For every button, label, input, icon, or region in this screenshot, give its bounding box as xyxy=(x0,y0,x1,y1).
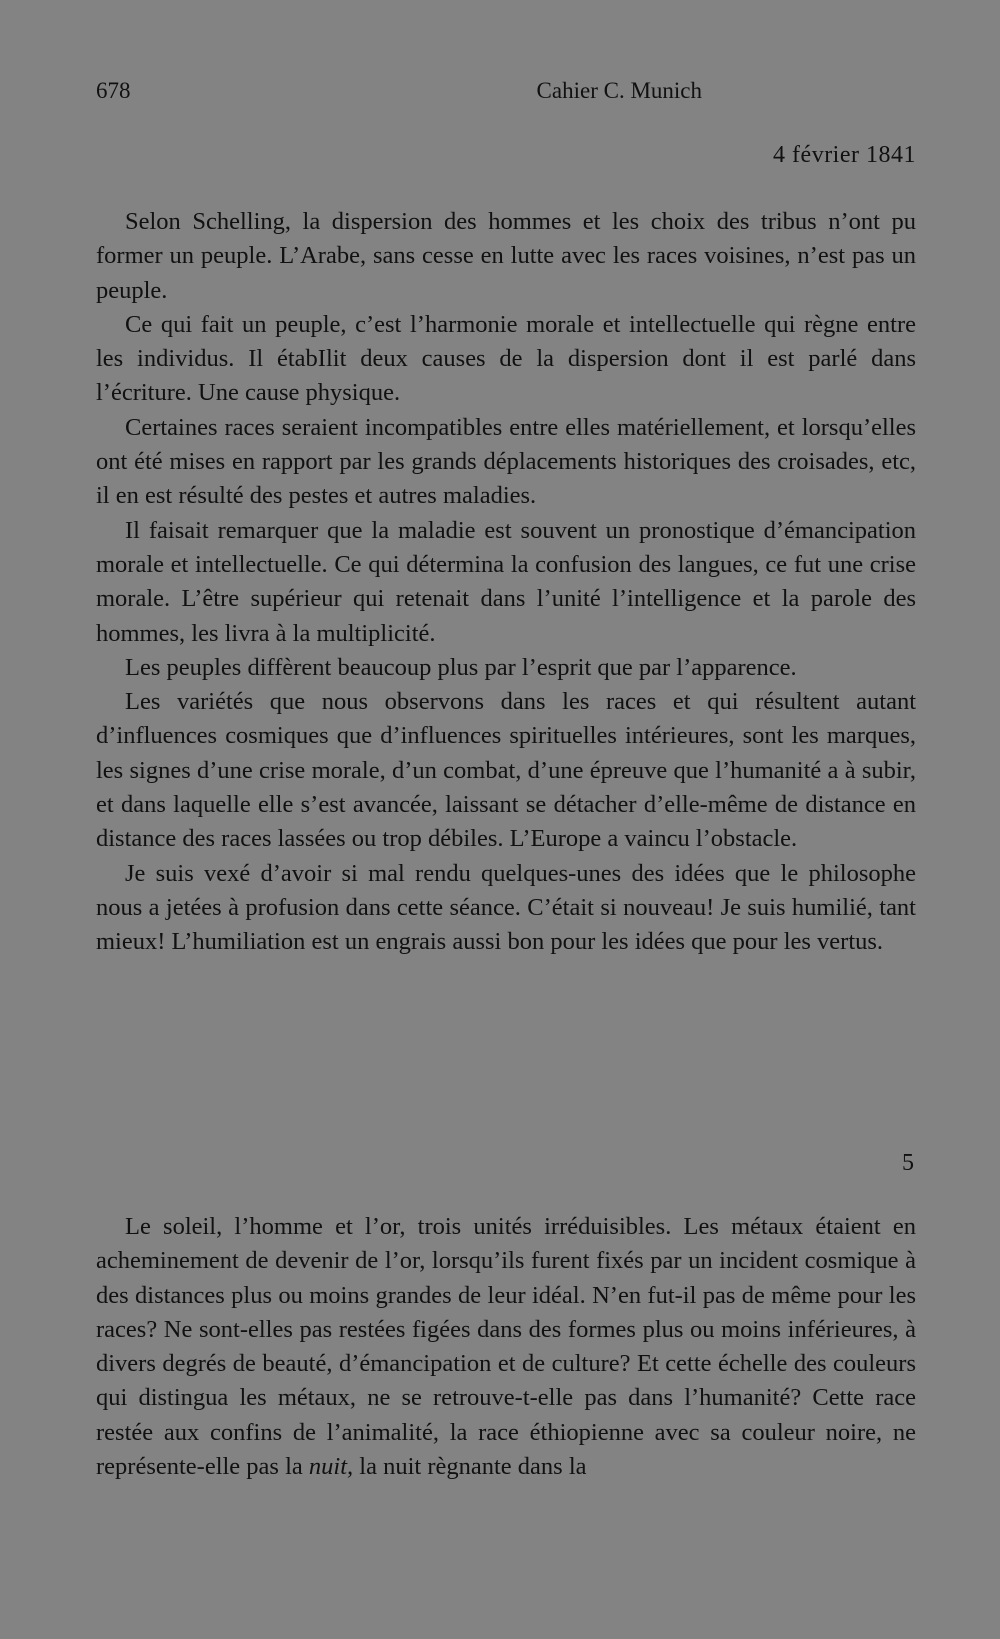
italic-word: nuit, xyxy=(308,1453,354,1481)
paragraph xyxy=(96,1210,916,1484)
paragraph: Ce qui fait un peuple, c’est l’harmonie morale et intellectuelle qui règne entre les individus. Il étabIlit deux causes de la dispersion dont il est parlé dans l’écriture. Une cause physique. xyxy=(96,310,916,407)
section-number: 5 xyxy=(902,1150,914,1176)
paragraph: Certaines races seraient incompatibles entre elles matériellement, et lorsqu’elles ont été mises en rapport par les grands déplacements historiques des croisades, etc, il en est résulté des pestes et autres maladies. xyxy=(96,413,916,510)
paragraph: Je suis vexé d’avoir si mal rendu quelques-unes des idées que le philosophe nous a jetées à profusion dans cette séance. C’était si nouveau! Je suis humilié, tant mieux! L’humiliation est un engrais aussi bon pour les idées que pour les vertus. xyxy=(96,859,916,956)
paragraph-text-end: la nuit règnante dans la xyxy=(353,1453,587,1481)
paragraph: Les variétés que nous observons dans les races et qui résultent autant d’influences cosmiques que d’influences spirituelles intérieures, sont les marques, les signes d’une crise morale, d’un combat, d’une épreuve que l’humanité a à subir, et dans laquelle elle s’est avancée, laissant se détacher d’elle-même de distance en distance des races lassées ou trop débiles. L’Europe a vaincu l’obstacle. xyxy=(96,688,916,853)
running-title: Cahier C. Munich xyxy=(536,78,702,103)
paragraph: Il faisait remarquer que la maladie est souvent un pronostique d’émancipation morale et intellectuelle. Ce qui détermina la confusion des langues, ce fut une crise morale. L’être supérieur qui retenait dans l’unité l’intelligence et la parole des hommes, les livra à la multiplicité. xyxy=(96,516,916,647)
section-body xyxy=(96,1210,916,1484)
paragraph-text: Le soleil, l’homme et l’or, trois unités irréduisibles. Les métaux étaient en acheminement de devenir de l’or, lorsqu’ils furent fixés par un incident cosmique à des distances plus ou moins grandes de leur idéal. N’en fut-il pas de même pour les races? Ne sont-elles pas restées figées dans des formes plus ou moins inférieures, à divers degrés de beauté, d’émancipation et de culture? Et cette échelle des couleurs qui distingua les métaux, ne se retrouve-t-elle pas dans l’humanité? Cette race restée aux confins de l’animalité, la race éthiopienne avec sa couleur noire, ne représente-elle pas la xyxy=(96,1213,916,1481)
running-head xyxy=(96,78,916,108)
entry-body xyxy=(96,205,916,960)
entry-date: 4 février 1841 xyxy=(773,142,916,168)
paragraph: Les peuples diffèrent beaucoup plus par l’esprit que par l’apparence. xyxy=(125,653,797,681)
paragraph: Selon Schelling, la dispersion des hommes et les choix des tribus n’ont pu former un peuple. L’Arabe, sans cesse en lutte avec les races voisines, n’est pas un peuple. xyxy=(96,208,916,304)
page-number: 678 xyxy=(96,78,131,103)
